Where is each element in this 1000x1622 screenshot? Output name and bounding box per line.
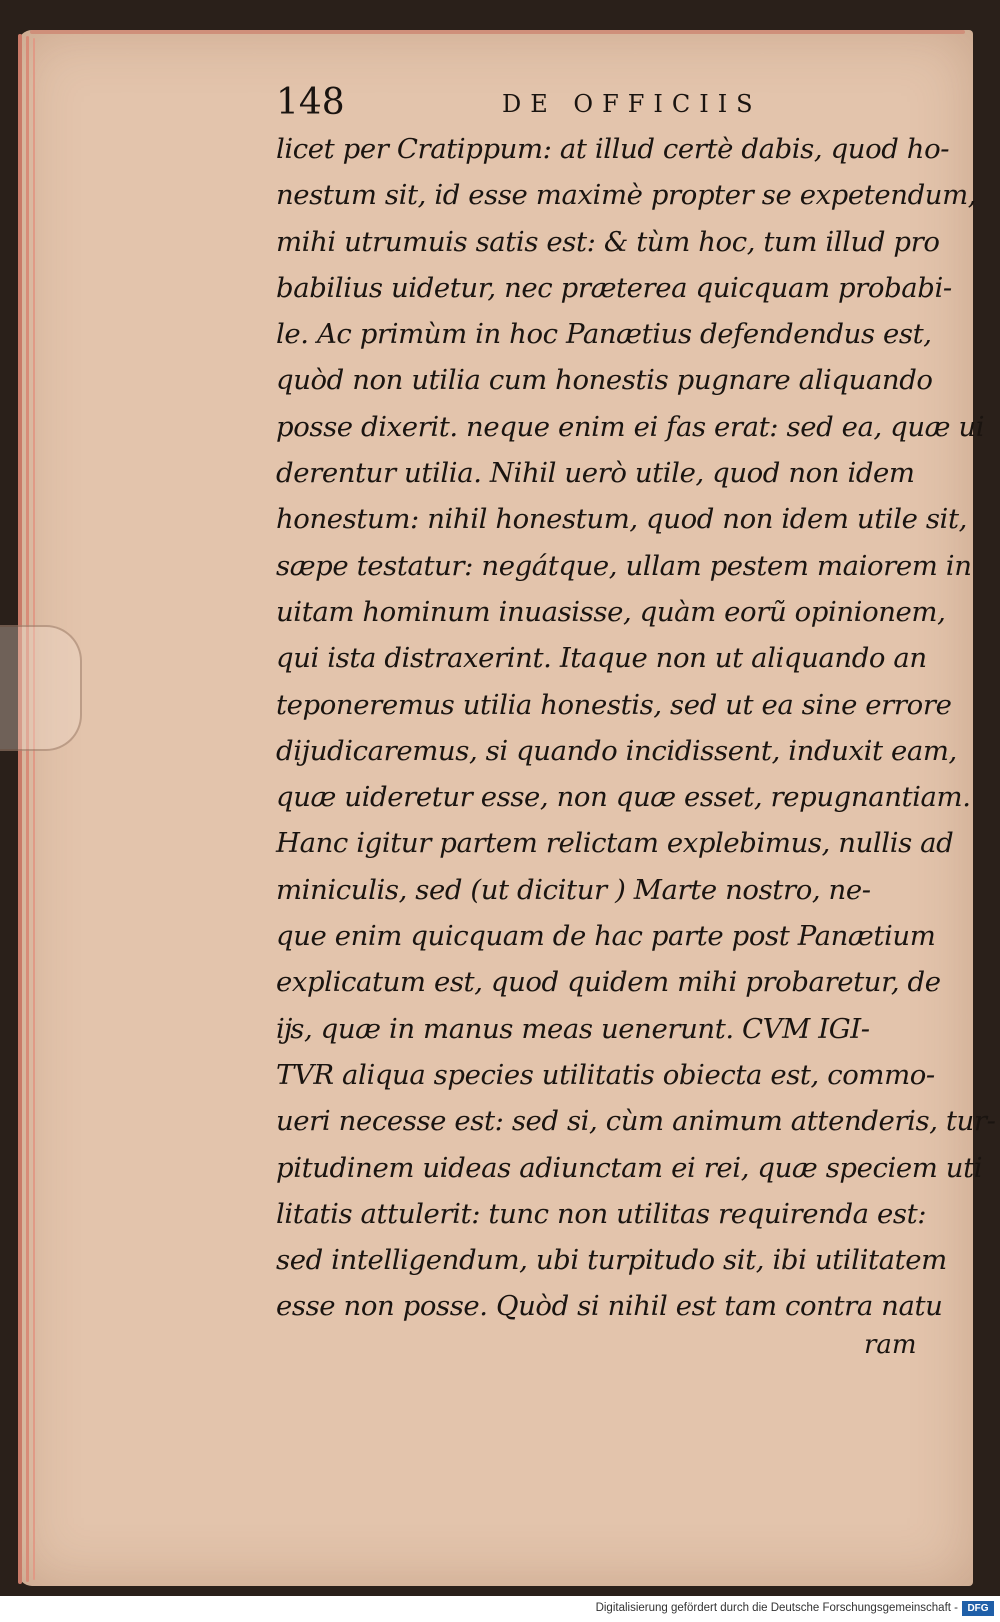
page-edge <box>26 36 29 1582</box>
text-line: TVR aliqua species utilitatis obiecta est, commo- <box>276 1058 935 1091</box>
text-line: teponeremus utilia honestis, sed ut ea sine errore <box>276 688 952 721</box>
text-block <box>276 126 996 1330</box>
text-line: miniculis, sed (ut dicitur ) Marte nostro, ne- <box>276 873 871 906</box>
text-line: posse dixerit. neque enim ei fas erat: sed ea, quæ ui <box>276 410 985 443</box>
text-line: honestum: nihil honestum, quod non idem utile sit, <box>276 503 967 536</box>
dfg-logo: DFG <box>962 1601 994 1616</box>
page-edge <box>33 38 35 1580</box>
running-head <box>276 82 926 132</box>
text-line: quæ uideretur esse, non quæ esset, repugnantiam. <box>276 781 971 814</box>
running-title: DE OFFICIIS <box>502 90 762 118</box>
text-line: licet per Cratippum: at illud certè dabis, quod ho- <box>276 133 950 165</box>
text-line: mihi utrumuis satis est: & tùm hoc, tum illud pro <box>276 225 940 258</box>
text-line: explicatum est, quod quidem mihi probaretur, de <box>276 966 941 999</box>
text-line: ĳs, quæ in manus meas uenerunt. CVM IGI- <box>276 1012 870 1045</box>
text-line: le. Ac primùm in hoc Panætius defendendus est, <box>276 318 932 351</box>
text-line: qui ista distraxerint. Itaque non ut aliquando an <box>276 642 927 675</box>
text-line: ueri necesse est: sed si, cùm animum attenderis, tur- <box>276 1105 996 1138</box>
text-line: derentur utilia. Nihil uerò utile, quod non idem <box>276 457 915 490</box>
funding-credit: Digitalisierung gefördert durch die Deutsche Forschungsgemeinschaft - <box>595 1602 958 1614</box>
footer-bar <box>0 1596 1000 1622</box>
page-number: 148 <box>276 82 345 123</box>
text-line: sæpe testatur: negátque, ullam pestem maiorem in <box>276 549 972 582</box>
text-line: Hanc igitur partem relictam explebimus, nullis ad <box>276 827 954 860</box>
text-line: uitam hominum inuasisse, quàm eorũ opinionem, <box>276 595 946 628</box>
text-line: quòd non utilia cum honestis pugnare aliquando <box>276 364 933 397</box>
text-line: pitudinem uideas adiunctam ei rei, quæ speciem uti <box>276 1151 983 1184</box>
text-line: que enim quicquam de hac parte post Panætium <box>276 920 936 953</box>
page-clip-shadow <box>0 625 82 751</box>
text-line: sed intelligendum, ubi turpitudo sit, ibi utilitatem <box>276 1244 947 1277</box>
text-line: nestum sit, id esse maximè propter se expetendum, <box>276 179 977 212</box>
text-line: dijudicaremus, si quando incidissent, induxit eam, <box>276 734 957 767</box>
catchword: ram <box>864 1330 917 1360</box>
text-line: esse non posse. Quòd si nihil est tam contra natu <box>276 1290 943 1323</box>
page-edge-top <box>30 30 965 34</box>
text-line: litatis attulerit: tunc non utilitas requirenda est: <box>276 1197 927 1230</box>
page-edge <box>18 34 22 1584</box>
text-line: babilius uidetur, nec præterea quicquam probabi- <box>276 271 952 304</box>
